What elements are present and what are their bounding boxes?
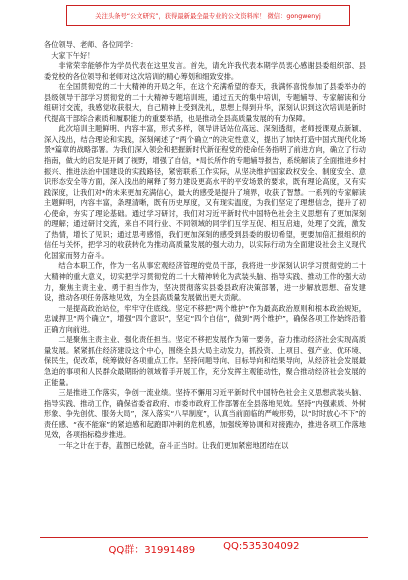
paragraph-point-two: 二是聚焦主责主业、强化责任担当。坚定不移把发展作为第一要务，奋力推动经济社会实现高质量发展。紧紧抓住经济建设这个中心，围绕全县大局主动发力，抓投资、上项目、强产业、优环境、保民生，促改革，统筹做好各项重点工作。坚持问题导向、目标导向和结果导向，从经济社会发展最急迫的事项和人民群众最期盼的领域着手开展工作，充分发挥主观能动性，聚合推动经济社会发展的正能量。 [44,335,366,387]
footer-divider [40,537,368,538]
header-banner [66,5,350,26]
footer [40,541,368,556]
paragraph-closing: 一年之计在于春，蓝图已绘就，奋斗正当时。让我们更加紧密地团结在以 [58,440,289,450]
paragraph-point-three: 三是推进工作落实，争创一流业绩。坚持不懈用习近平新时代中国特色社会主义思想武装头脑、指导实践、推动工作，确保省委省政府、市委市政府工作部署在全县落地见效。坚持“内强素质、外树形象、争先创优、服务大局”，深入落实“八早制度”，认真当前面临的严峻形势，以“时时放心不下”的责任感、“夜不能寐”的紧迫感和起跑即冲刺的危机感，加强统筹协调和对接跑办，推进各项工作落地见效，各项指标稳步推进。 [44,388,366,440]
greeting-line-2: 大家下午好！ [51,50,95,60]
footer-qq: QQ:535304092 [223,541,300,552]
paragraph-intro-thanks: 非常荣幸能够作为学员代表在这里发言。首先，请允许我代表本期学员衷心感谢县委组织部、县委党校的各位领导和老师对这次培训的精心筹划和细致安排。 [44,61,366,81]
greeting-line: 各位领导、老师、各位同学： [44,40,138,49]
paragraph-training-summary: 在全国贯彻党的二十大精神的开局之年，在这个充满希望的春天，我满怀喜悦参加了县委举办的县级领导干部学习贯彻党的二十大精神专题培训班，通过五天的集中培训，专题辅导、专家解读和分组研讨交流，我感觉收获很大，自己精神上受到洗礼，思想上得到升华，深刻认识到这次培训是新时代提高干部综合素质和履职能力的重要举措，也是推动全县高质量发展的有力保障。 [44,82,366,123]
header-banner-text: 关注头条号“公文研究”，获得最新最全最专业的公文资料库！ 微信：gongwenyj [95,13,321,20]
document-body [44,40,366,451]
paragraph-point-one: 一是提高政治站位，牢牢守住底线。坚定不移把“两个维护”作为最高政治原则和根本政治规矩，忠诚捍卫“两个确立”，增强“四个意识”，坚定“四个自信”，做到“两个维护”，确保各项工作始终沿着正确方向前进。 [44,303,366,334]
paragraph-work-commitment: 结合本职工作，作为一名从事宏观经济管理的党员干部，我将进一步深刻认识学习贯彻党的二十大精神的重大意义，切实把学习贯彻党的二十大精神转化为武装头脑、指导实践、推动工作的强大动力，聚焦主责主业、勇于担当作为，坚决贯彻落实县委县政府决策部署，进一步解放思想、奋发建设，推动各项任务落地见效，为全县高质量发展做出更大贡献。 [44,261,366,303]
footer-qq-group: QQ群：31991489 [108,545,196,556]
paragraph-training-content: 此次培训主题鲜明、内容丰富，形式多样，领导讲话站位高远、深刻透彻，老师授课观点新颖、深入浅出，结合理论和实践，深刻阐述了“两个确立”的决定性意义，提出了加快打造中国式现代化场景*篇章的战略部署。为我们深入领会和把握新时代新征程党的使命任务指明了前进方向，确立了行动指南，做大的启发是开阔了视野，增强了自信，*局长所作的专题辅导报告，系统解读了全面推进乡村振兴、推进法治中国建设的实践路径，紧密联系工作实际，从坚决维护国家政权安全、制度安全、意识形态安全等方面，深入浅出的阐释了努力建设更高水平的平安场景的要求，既有理论高度，又有实践深度，让我们对*的未来更加充满信心，最大的感受是提升了境界，收获了智慧。一系列的专家解读主题鲜明，内容丰富，条理清晰，既有历史厚度，又有现实温度，为我们坚定了理想信念，提升了初心使命，夯实了理论基础。通过学习研讨，我们对习近平新时代中国特色社会主义思想有了更加深刻的理解；通过研讨交流，来自不同行业、不同领域的同学们互学互促、相互启迪，处理了交流，激发了热情，增长了见识；通过思考感悟，我们更加深刻的感受到县委的殷切希望，更要加倍汇报组织的信任与关怀，把学习的收获转化为推动高质量发展的强大动力，以实际行动为全面建设社会主义现代化国家而努力奋斗。 [44,124,366,260]
